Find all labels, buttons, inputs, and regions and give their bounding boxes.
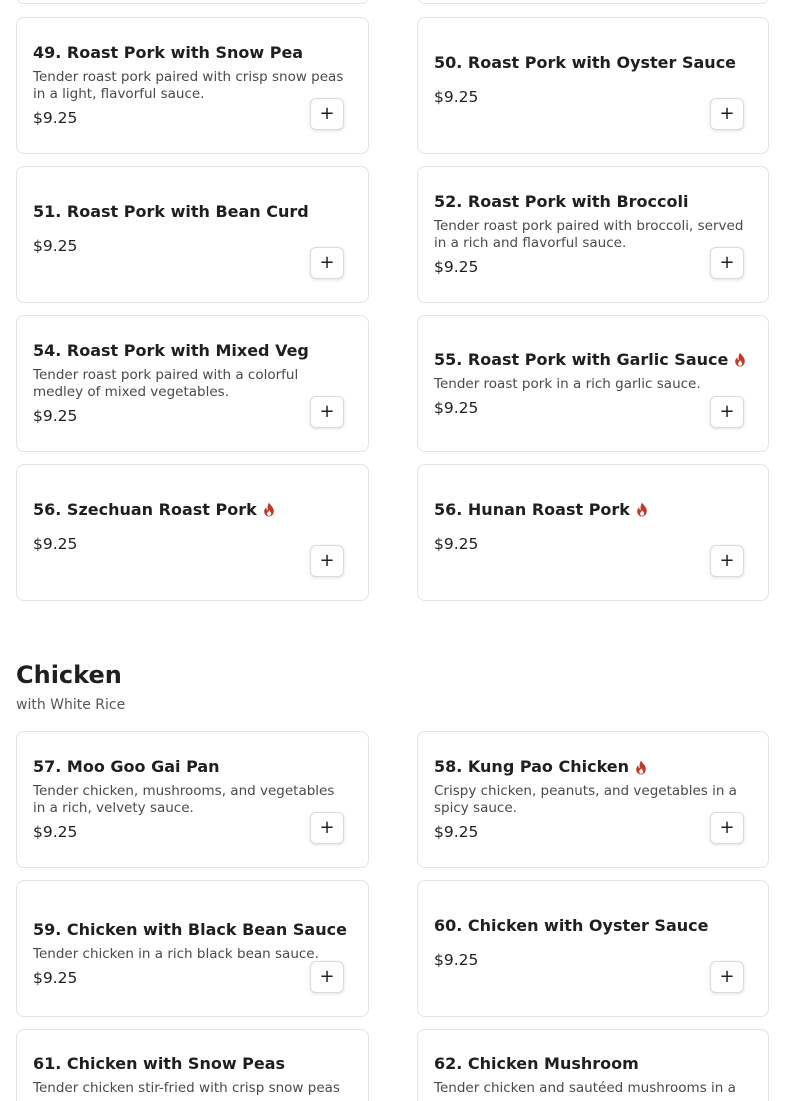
menu-item-card[interactable]: [16, 166, 369, 303]
item-price: $9.25: [434, 534, 479, 553]
add-to-cart-button[interactable]: +: [310, 545, 344, 577]
menu-item-card[interactable]: [417, 731, 769, 868]
add-to-cart-button[interactable]: +: [710, 812, 744, 844]
item-price: $9.25: [33, 823, 78, 841]
item-description: Tender roast pork paired with crisp snow peas in a light, flavorful sauce.: [33, 69, 344, 102]
menu-item-card[interactable]: [16, 1029, 369, 1101]
spicy-flame-icon: [636, 502, 648, 517]
add-to-cart-button[interactable]: +: [310, 961, 344, 993]
menu-item-card[interactable]: [16, 17, 369, 154]
item-price: $9.25: [434, 258, 479, 276]
item-price: $9.25: [33, 534, 78, 553]
item-title: 54. Roast Pork with Mixed Veg: [33, 341, 309, 360]
item-price: $9.25: [33, 236, 78, 255]
item-title: 55. Roast Pork with Garlic Sauce: [434, 350, 752, 370]
item-title: 60. Chicken with Oyster Sauce: [434, 915, 709, 935]
add-to-cart-button[interactable]: +: [710, 98, 744, 130]
item-price: $9.25: [434, 87, 479, 106]
menu-item-card[interactable]: [16, 315, 369, 452]
item-description: Tender chicken and sautéed mushrooms in a: [434, 1080, 736, 1096]
menu-item-card[interactable]: [417, 880, 769, 1017]
item-title: 57. Moo Goo Gai Pan: [33, 757, 220, 776]
item-title: 51. Roast Pork with Bean Curd: [33, 201, 309, 221]
item-description: Tender chicken, mushrooms, and vegetables in a rich, velvety sauce.: [33, 783, 335, 816]
add-to-cart-button[interactable]: +: [710, 247, 744, 279]
item-description: Crispy chicken, peanuts, and vegetables in a spicy sauce.: [434, 783, 737, 816]
menu-item-card[interactable]: [417, 1029, 769, 1101]
item-title: 49. Roast Pork with Snow Pea: [33, 43, 304, 62]
item-title: 50. Roast Pork with Oyster Sauce: [434, 52, 737, 72]
item-price: $9.25: [33, 407, 78, 425]
spicy-flame-icon: [263, 502, 275, 517]
item-price: $9.25: [434, 398, 479, 417]
section-title: Chicken: [16, 661, 122, 689]
menu-item-card[interactable]: [16, 880, 369, 1017]
menu-item-card[interactable]: [16, 464, 369, 601]
item-description: Tender chicken in a rich black bean sauce.: [33, 945, 319, 962]
menu-item-card[interactable]: [417, 17, 769, 154]
add-to-cart-button[interactable]: +: [310, 98, 344, 130]
menu-item-card-partial[interactable]: [417, 0, 769, 4]
menu-item-card[interactable]: [16, 731, 369, 868]
menu-item-card-partial[interactable]: [16, 0, 369, 4]
item-title: 56. Hunan Roast Pork: [434, 500, 752, 520]
item-description: Tender roast pork paired with a colorful medley of mixed vegetables.: [33, 367, 299, 400]
item-description: Tender roast pork in a rich garlic sauce.: [434, 375, 701, 392]
spicy-flame-icon: [734, 352, 746, 367]
item-title: 62. Chicken Mushroom: [434, 1054, 639, 1073]
item-title: 52. Roast Pork with Broccoli: [434, 192, 689, 211]
item-title: 56. Szechuan Roast Pork: [33, 500, 352, 520]
item-title: 61. Chicken with Snow Peas: [33, 1054, 286, 1073]
menu-item-card[interactable]: [417, 315, 769, 452]
item-title: 58. Kung Pao Chicken: [434, 757, 752, 777]
section-subtitle: with White Rice: [16, 697, 126, 713]
item-price: $9.25: [33, 109, 78, 127]
add-to-cart-button[interactable]: +: [310, 396, 344, 428]
add-to-cart-button[interactable]: +: [710, 545, 744, 577]
menu-item-card[interactable]: [417, 464, 769, 601]
add-to-cart-button[interactable]: +: [710, 961, 744, 993]
add-to-cart-button[interactable]: +: [310, 812, 344, 844]
spicy-flame-icon: [635, 760, 647, 775]
item-price: $9.25: [33, 968, 78, 987]
add-to-cart-button[interactable]: +: [710, 396, 744, 428]
item-price: $9.25: [434, 823, 479, 841]
item-description: Tender roast pork paired with broccoli, served in a rich and flavorful sauce.: [434, 218, 744, 251]
item-price: $9.25: [434, 950, 479, 969]
menu-item-card[interactable]: [417, 166, 769, 303]
item-description: Tender chicken stir-fried with crisp snow peas: [33, 1080, 340, 1096]
item-title: 59. Chicken with Black Bean Sauce: [33, 919, 347, 939]
add-to-cart-button[interactable]: +: [310, 247, 344, 279]
